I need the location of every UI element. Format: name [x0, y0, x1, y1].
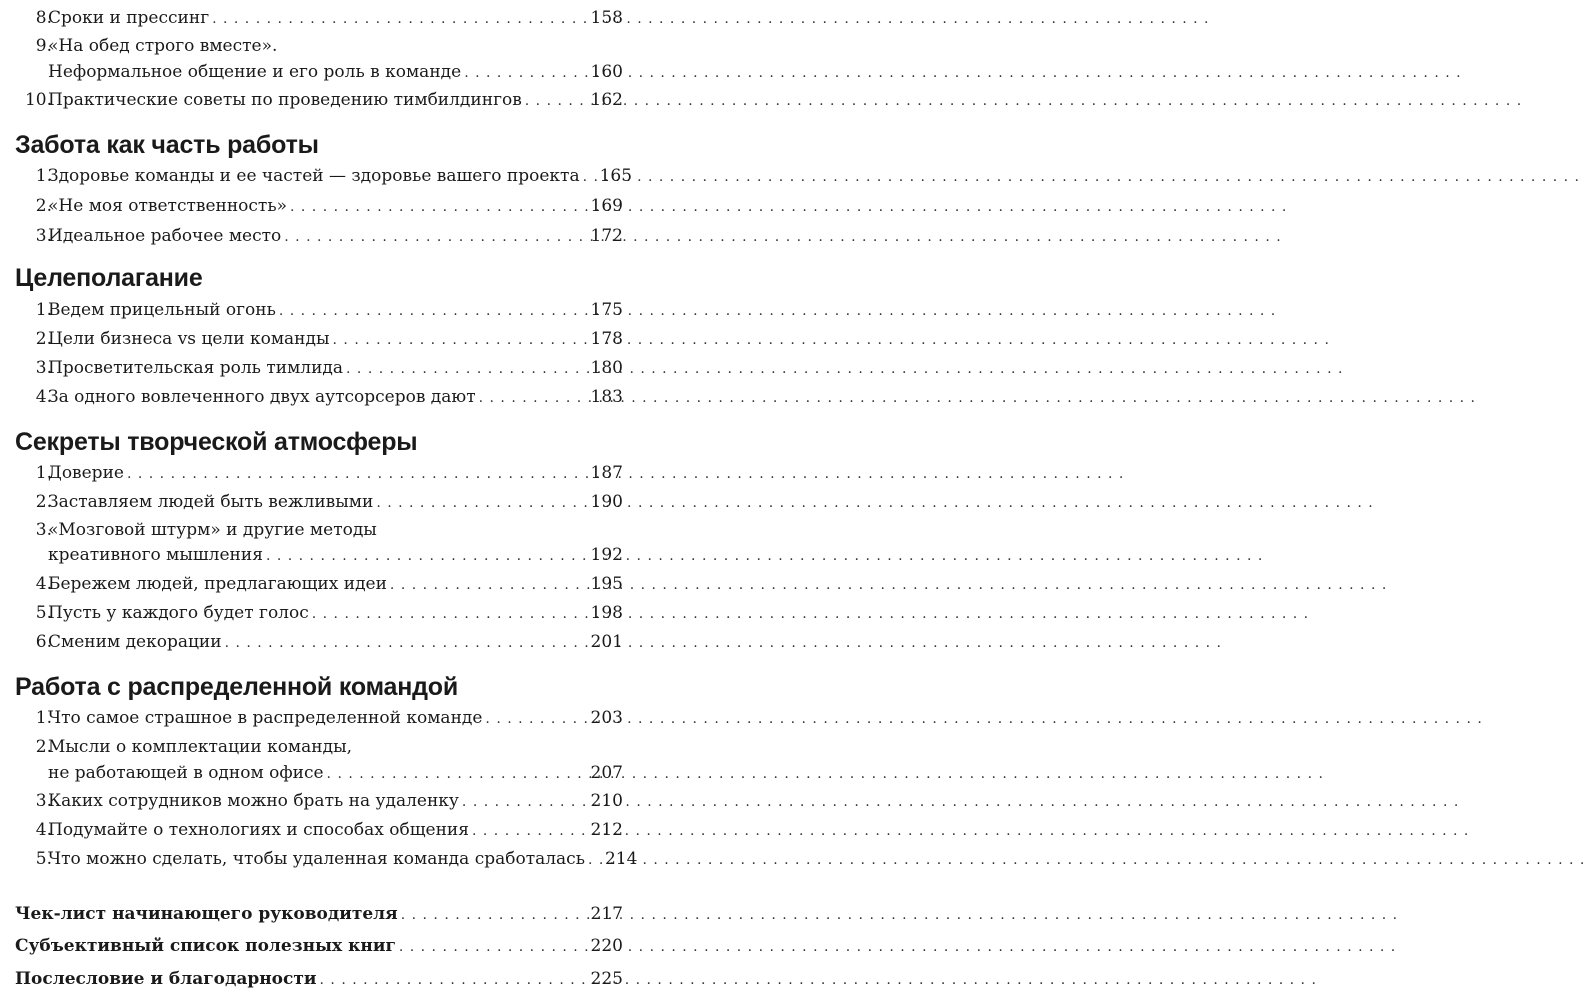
toc-entry [0, 222, 636, 250]
dot-leader [401, 901, 588, 929]
entry-title: Цели бизнеса vs цели команды [48, 329, 330, 349]
dot-leader [284, 223, 587, 251]
entry-page: 172 [590, 226, 623, 246]
section-heading: Секреты творческой атмосферы [15, 428, 418, 456]
entry-page: 169 [590, 196, 623, 216]
dot-leader [212, 5, 587, 33]
dot-leader [290, 193, 588, 221]
toc-entry [0, 32, 636, 60]
entry-title: Что можно сделать, чтобы удаленная команда сработалась [48, 849, 585, 869]
toc-entry [0, 787, 636, 815]
entry-title: Бережем людей, предлагающих идеи [48, 574, 387, 594]
entry-title: Сроки и прессинг [48, 8, 210, 28]
dot-leader [266, 542, 588, 570]
toc-entry [0, 86, 636, 114]
entry-number: 1. [35, 300, 52, 320]
dot-leader [583, 163, 597, 191]
dot-leader [399, 933, 588, 961]
section-heading: Забота как часть работы [15, 131, 319, 159]
dot-leader [390, 571, 588, 599]
entry-page: 210 [590, 791, 623, 811]
entry-number: 3. [35, 226, 52, 246]
entry-title: «Не моя ответственность» [48, 196, 287, 216]
entry-page: 207 [590, 763, 623, 783]
entry-page: 217 [590, 904, 623, 924]
entry-page: 195 [590, 574, 623, 594]
dot-leader [376, 489, 587, 517]
toc-entry [0, 192, 636, 220]
entry-title: Просветительская роль тимлида [48, 358, 344, 378]
entry-page: 225 [590, 969, 623, 989]
entry-number: 4. [35, 387, 52, 407]
entry-number: 1. [35, 166, 52, 186]
dot-leader [346, 355, 588, 383]
entry-number: 4. [35, 574, 52, 594]
entry-page: 201 [590, 632, 623, 652]
entry-number: 5. [35, 849, 52, 869]
toc-entry [0, 759, 636, 787]
entry-page: 178 [590, 329, 623, 349]
toc-entry [0, 296, 636, 324]
entry-title: За одного вовлеченного двух аутсорсеров дают [48, 387, 476, 407]
entry-page: 180 [590, 358, 623, 378]
entry-number: 2. [35, 737, 52, 757]
dot-leader [525, 87, 588, 115]
toc-entry [0, 628, 636, 656]
dot-leader [479, 384, 588, 412]
entry-title: Подумайте о технологиях и способах общения [48, 820, 469, 840]
entry-page: 160 [590, 62, 623, 82]
toc-entry [0, 541, 636, 569]
entry-page: 175 [590, 300, 623, 320]
entry-number: 6. [35, 632, 52, 652]
entry-title: Ведем прицельный огонь [48, 300, 276, 320]
toc-entry [0, 570, 636, 598]
entry-number: 1. [35, 463, 52, 483]
entry-title: Сменим декорации [48, 632, 222, 652]
entry-page: 158 [590, 8, 623, 28]
toc-entry [0, 58, 636, 86]
entry-title: Чек-лист начинающего руководителя [15, 904, 398, 924]
toc-final-entry [0, 932, 636, 960]
entry-number: 1. [35, 708, 52, 728]
toc-entry [0, 733, 636, 761]
dot-leader [312, 600, 588, 628]
entry-number: 9. [35, 36, 52, 56]
entry-number: 3. [35, 791, 52, 811]
entry-title: Пусть у каждого будет голос [48, 603, 309, 623]
dot-leader [327, 760, 588, 788]
entry-number: 3. [35, 358, 52, 378]
entry-title: креативного мышления [48, 545, 263, 565]
entry-page: 190 [590, 492, 623, 512]
toc-entry [0, 459, 636, 487]
dot-leader [279, 297, 588, 325]
toc-entry [0, 162, 636, 190]
toc-entry [0, 516, 636, 544]
dot-leader [464, 59, 587, 87]
entry-number: 3. [35, 520, 52, 540]
entry-title: Послесловие и благодарности [15, 969, 317, 989]
entry-title: Заставляем людей быть вежливыми [48, 492, 374, 512]
section-heading: Работа с распределенной командой [15, 673, 459, 701]
toc-entry [0, 845, 636, 873]
entry-page: 192 [590, 545, 623, 565]
entry-number: 10. [24, 90, 52, 110]
dot-leader [320, 966, 588, 994]
entry-number: 2. [35, 492, 52, 512]
toc-entry [0, 4, 636, 32]
entry-page: 220 [590, 936, 623, 956]
entry-page: 187 [590, 463, 623, 483]
entry-title: Субъективный список полезных книг [15, 936, 396, 956]
entry-page: 183 [590, 387, 623, 407]
dot-leader [333, 326, 588, 354]
entry-number: 2. [35, 196, 52, 216]
dot-leader [127, 460, 588, 488]
toc-entry [0, 488, 636, 516]
entry-page: 214 [604, 849, 638, 869]
entry-page: 165 [599, 166, 633, 186]
toc-entry [0, 599, 636, 627]
dot-leader [462, 788, 588, 816]
entry-title: «Мозговой штурм» и другие методы [48, 520, 377, 540]
toc-entry [0, 354, 636, 382]
entry-title: Идеальное рабочее место [48, 226, 282, 246]
dot-leader [472, 817, 588, 845]
entry-title: Каких сотрудников можно брать на удаленку [48, 791, 459, 811]
dot-leader [225, 629, 588, 657]
entry-number: 4. [35, 820, 52, 840]
entry-title: Что самое страшное в распределенной команде [48, 708, 483, 728]
entry-title: Неформальное общение и его роль в команде [48, 62, 462, 82]
dot-leader [588, 846, 602, 874]
entry-title: Мысли о комплектации команды, [48, 737, 353, 757]
entry-number: 2. [35, 329, 52, 349]
entry-title: Здоровье команды и ее частей — здоровье вашего проекта [48, 166, 580, 186]
entry-page: 198 [590, 603, 623, 623]
entry-number: 8. [35, 8, 52, 28]
entry-page: 203 [590, 708, 623, 728]
entry-number: 5. [35, 603, 52, 623]
toc-entry [0, 325, 636, 353]
entry-title: «На обед строго вместе». [48, 36, 278, 56]
toc-final-entry [0, 965, 636, 993]
toc-entry [0, 816, 636, 844]
dot-leader [485, 705, 587, 733]
entry-page: 162 [590, 90, 623, 110]
toc-entry [0, 704, 636, 732]
toc-final-entry [0, 900, 636, 928]
section-heading: Целеполагание [15, 264, 203, 292]
entry-page: 212 [590, 820, 623, 840]
toc-page [0, 0, 636, 1004]
entry-title: Практические советы по проведению тимбилдингов [48, 90, 522, 110]
toc-entry [0, 383, 636, 411]
entry-title: Доверие [48, 463, 124, 483]
entry-title: не работающей в одном офисе [48, 763, 324, 783]
